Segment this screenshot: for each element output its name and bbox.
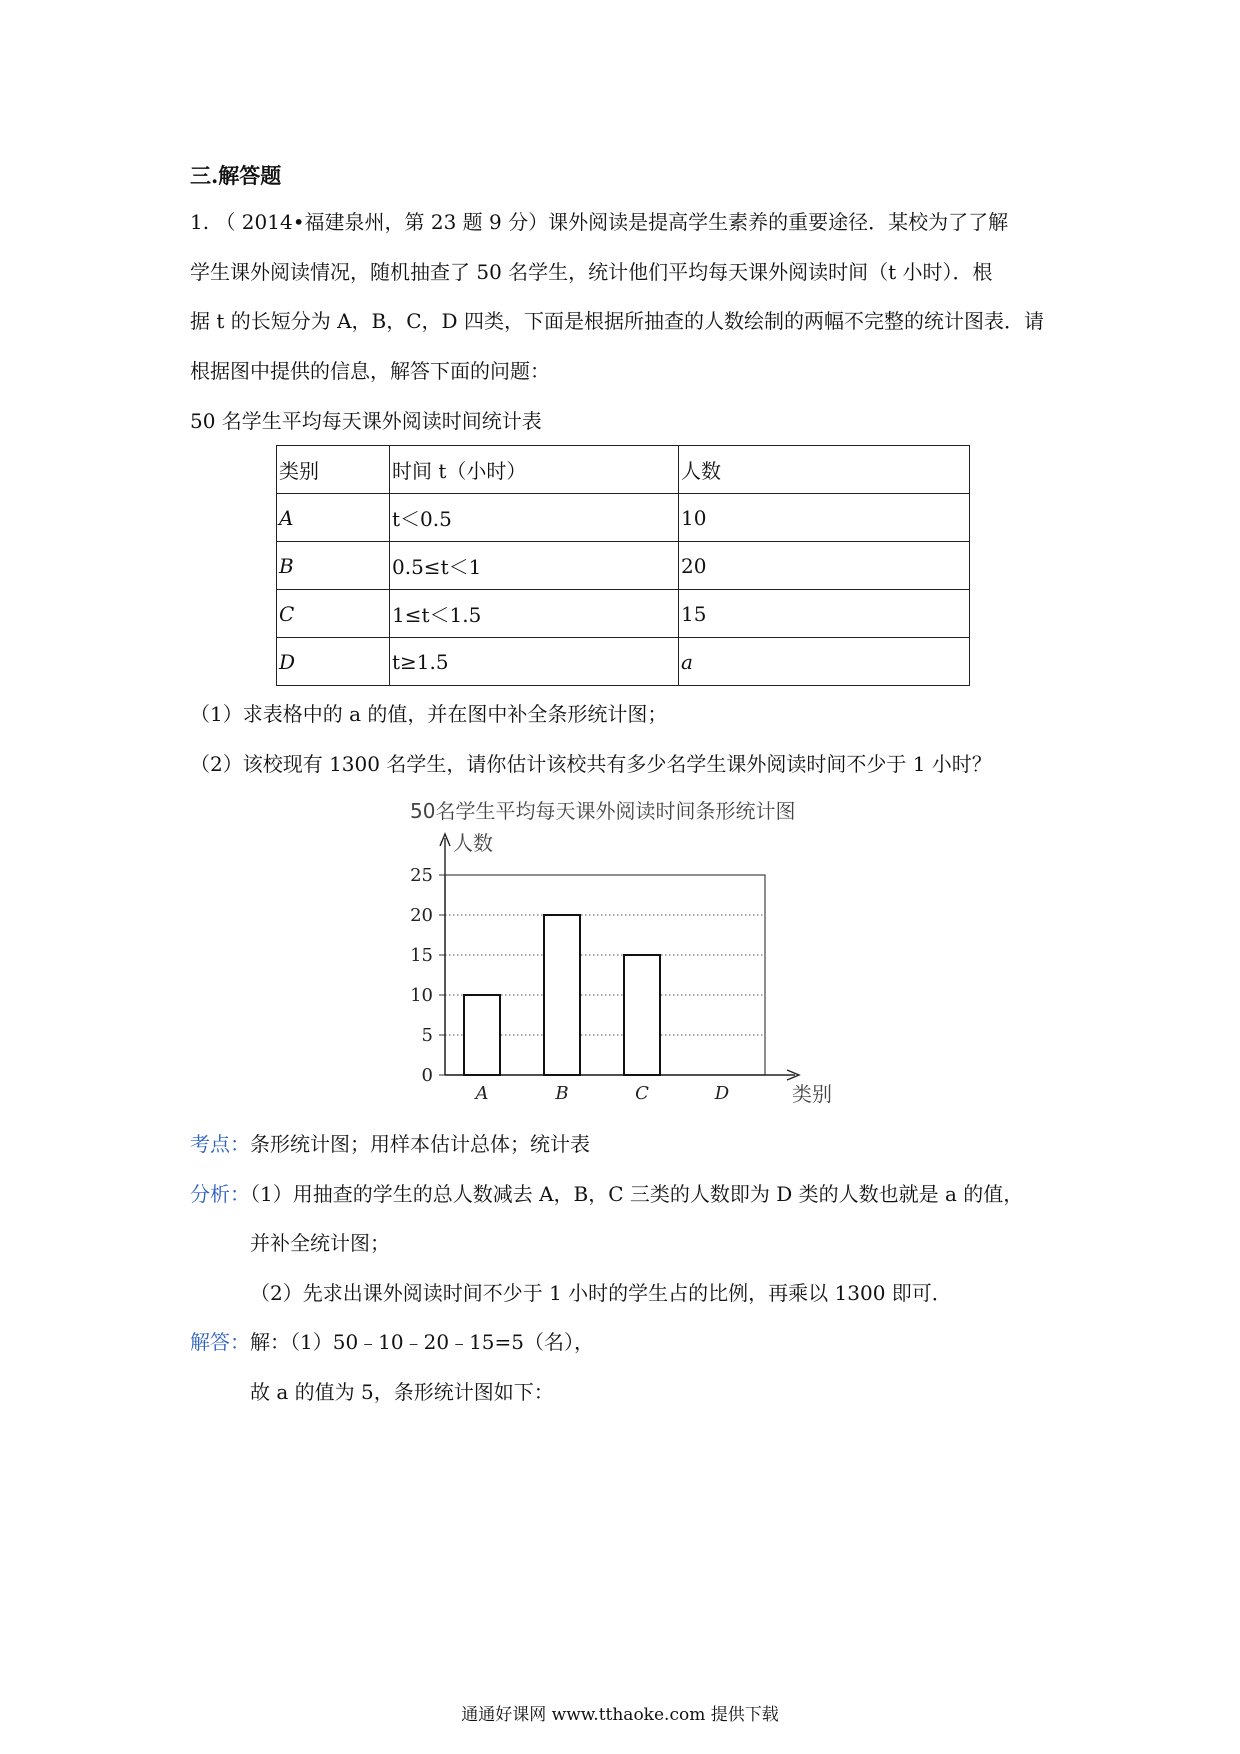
y-tick-label: 0	[421, 1065, 433, 1086]
section-title: 三.解答题	[190, 163, 282, 188]
stats-table	[276, 445, 970, 686]
fenxi-line-1	[190, 1180, 1023, 1208]
table-header-cell: 时间 t（小时）	[390, 446, 679, 494]
fenxi-line-2: 并补全统计图；	[250, 1231, 390, 1255]
table-caption: 50 名学生平均每天课外阅读时间统计表	[190, 409, 542, 433]
x-tick-label: D	[714, 1083, 730, 1104]
x-axis-label: 类别	[792, 1082, 832, 1106]
bar	[624, 955, 660, 1075]
y-tick-label: 25	[410, 865, 433, 886]
sub-question-1: （1）求表格中的 a 的值，并在图中补全条形统计图；	[190, 702, 668, 726]
kaodian-label: 考点：	[190, 1132, 250, 1156]
table-header-cell: 人数	[679, 446, 970, 494]
table-cell: 0.5≤t＜1	[390, 542, 679, 590]
jieda-line-1	[190, 1328, 594, 1356]
table-cell: 10	[679, 494, 970, 542]
question-line-2: 学生课外阅读情况，随机抽查了 50 名学生，统计他们平均每天课外阅读时间（t 小时）．根	[190, 260, 993, 284]
table-cell: a	[679, 638, 970, 686]
table-cell: 15	[679, 590, 970, 638]
y-axis-label: 人数	[453, 831, 493, 855]
bar-chart	[400, 790, 840, 1120]
question-line-4: 根据图中提供的信息，解答下面的问题：	[190, 359, 550, 383]
table-cell: B	[277, 542, 390, 590]
y-tick-label: 10	[410, 985, 433, 1006]
y-tick-label: 15	[410, 945, 433, 966]
bar	[464, 995, 500, 1075]
table-header-cell: 类别	[277, 446, 390, 494]
table-row	[277, 638, 970, 686]
sub-question-2: （2）该校现有 1300 名学生，请你估计该校共有多少名学生课外阅读时间不少于 1 小时？	[190, 752, 992, 776]
table-cell: C	[277, 590, 390, 638]
fenxi-label: 分析：	[190, 1182, 250, 1206]
jieda-text-1: 解：（1）50﹣10﹣20﹣15=5（名），	[250, 1330, 595, 1354]
page-footer: 通通好课网 www.tthaoke.com 提供下载	[461, 1705, 779, 1725]
fenxi-text-1: （1）用抽查的学生的总人数减去 A，B，C 三类的人数即为 D 类的人数也就是 a 的值，	[250, 1182, 1024, 1206]
table-cell: 1≤t＜1.5	[390, 590, 679, 638]
table-cell: D	[277, 638, 390, 686]
table-row	[277, 590, 970, 638]
table-cell: t＜0.5	[390, 494, 679, 542]
table-row	[277, 542, 970, 590]
jieda-label: 解答：	[190, 1330, 250, 1354]
table-row	[277, 494, 970, 542]
kaodian-text: 条形统计图；用样本估计总体；统计表	[250, 1132, 590, 1156]
x-tick-label: B	[555, 1083, 569, 1104]
table-header-row	[277, 446, 970, 494]
y-tick-label: 5	[421, 1025, 433, 1046]
question-line-3: 据 t 的长短分为 A，B，C，D 四类，下面是根据所抽查的人数绘制的两幅不完整的统计图表．请	[190, 309, 1044, 333]
table-cell: t≥1.5	[390, 638, 679, 686]
x-tick-label: C	[635, 1083, 649, 1104]
kaodian-line	[190, 1130, 590, 1158]
chart-title: 50名学生平均每天课外阅读时间条形统计图	[410, 799, 796, 823]
fenxi-line-3: （2）先求出课外阅读时间不少于 1 小时的学生占的比例，再乘以 1300 即可．	[250, 1281, 952, 1305]
table-cell: A	[277, 494, 390, 542]
bar	[544, 915, 580, 1075]
question-line-1: 1. （ 2014•福建泉州，第 23 题 9 分）课外阅读是提高学生素养的重要途径．某校为了了解	[190, 210, 1009, 234]
jieda-line-2: 故 a 的值为 5，条形统计图如下：	[250, 1380, 554, 1404]
table-cell: 20	[679, 542, 970, 590]
x-tick-label: A	[475, 1083, 489, 1104]
y-tick-label: 20	[410, 905, 433, 926]
